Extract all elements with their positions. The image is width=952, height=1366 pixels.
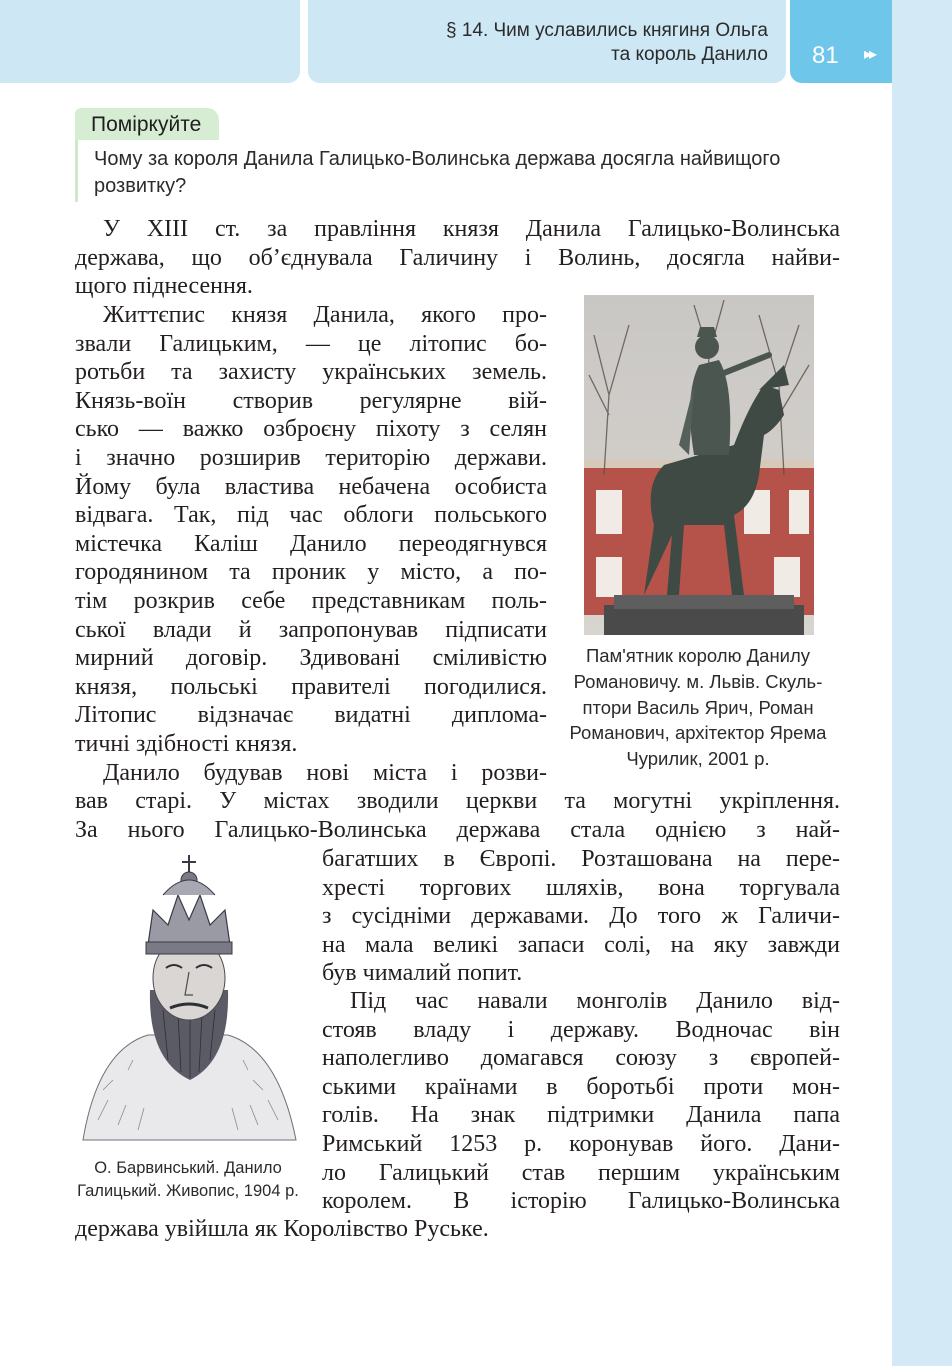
think-label: Поміркуйте: [75, 108, 219, 140]
text-line: Йому була властива небачена особиста: [75, 473, 547, 500]
text-line: У XIII ст. за правління князя Данила Галицько-Волинська: [103, 216, 840, 242]
text-line: тичні здібності князя.: [75, 730, 298, 757]
text-line: хресті торгових шляхів, вона торгувала: [322, 874, 840, 901]
paragraph-3-narrow: [322, 845, 840, 988]
text-line: ротьби та захисту українських земель.: [75, 359, 547, 386]
think-question: Чому за короля Данила Галицько-Волинська держава досягла найвищого розвитку?: [94, 148, 781, 197]
portrait-caption: [70, 1157, 306, 1203]
next-arrows-icon: ▸▸: [864, 46, 875, 63]
monument-photo: [584, 295, 814, 635]
section-title-line-2: та король Данило: [611, 44, 768, 65]
text-line: держава, що об’єднувала Галичину і Волинь, досягла найви-: [75, 244, 840, 271]
text-line: і значно розширив територію держави.: [75, 444, 547, 471]
monument-caption: [566, 643, 830, 772]
paragraph-3-wide: [75, 787, 840, 844]
monument-image: [584, 295, 814, 635]
portrait-image: [78, 850, 300, 1150]
text-line: сько — важко озброєну піхоту з селян: [75, 416, 547, 443]
paragraph-1: [75, 215, 840, 301]
caption-line: Романович, архітектор Ярема: [569, 722, 827, 744]
paragraph-3-start: [75, 759, 547, 788]
text-line: був чималий попит.: [322, 960, 523, 987]
text-line: вав старі. У містах зводили церкви та могутні укріплення.: [75, 788, 840, 814]
text-line: багатших в Європі. Розташована на пере-: [322, 846, 840, 872]
text-line: Князь-воїн створив регулярне вій-: [75, 387, 547, 414]
text-line: За нього Галицько-Волинська держава стала однією з най-: [75, 816, 840, 843]
text-line: Під час навали монголів Данило від-: [350, 988, 840, 1014]
text-line: на мала великі запаси солі, на яку завжди: [322, 931, 840, 958]
text-line: Літопис відзначає видатні диплома-: [75, 702, 547, 729]
text-line: Данило будував нові міста і розви-: [103, 760, 547, 786]
section-title: [446, 19, 768, 67]
paragraph-2: [75, 301, 547, 759]
caption-line: Романовичу. м. Львів. Скуль-: [573, 670, 823, 692]
right-margin-strip: [892, 0, 952, 1366]
text-line: держава увійшла як Королівство Руське.: [75, 1216, 489, 1242]
text-line: містечка Каліш Данило переодягнувся: [75, 530, 547, 557]
text-line: ської влади й запропонував підписати: [75, 616, 547, 643]
text-line: відвага. Так, під час облоги польського: [75, 502, 547, 529]
think-box: [75, 140, 848, 202]
paragraph-4-end: [75, 1215, 840, 1244]
header-left-bar: [0, 0, 300, 83]
text-line: з сусідніми державами. До того ж Галичи-: [322, 903, 840, 930]
text-line: наполегливо домагався союзу з європей-: [322, 1045, 840, 1072]
section-title-line-1: § 14. Чим уславились княгиня Ольга: [445, 20, 768, 41]
page-number: 81: [812, 42, 839, 69]
caption-line: Чурилик, 2001 р.: [626, 748, 770, 770]
page-number-box: [790, 0, 892, 83]
text-line: щого піднесення.: [75, 273, 253, 300]
text-line: ськими країнами в боротьбі проти мон-: [322, 1073, 840, 1100]
text-line: князя, польські правителі погодилися.: [75, 673, 547, 700]
header-title-box: [308, 0, 786, 83]
text-line: Римський 1253 р. коронував його. Дани-: [322, 1130, 840, 1157]
text-line: городянином та проник у місто, а по-: [75, 559, 547, 586]
text-line: мирний договір. Здивовані сміливістю: [75, 645, 547, 672]
caption-line: О. Барвинський. Данило: [94, 1159, 282, 1177]
caption-line: Галицький. Живопис, 1904 р.: [77, 1182, 299, 1200]
text-line: королем. В історію Галицько-Волинська: [322, 1188, 840, 1215]
text-line: тім розкрив себе представникам поль-: [75, 587, 547, 614]
text-line: Життєпис князя Данила, якого про-: [103, 302, 547, 328]
portrait-engraving: [78, 850, 300, 1150]
text-line: стояв владу і державу. Водночас він: [322, 1016, 840, 1043]
text-line: ло Галицький став першим українським: [322, 1159, 840, 1186]
caption-line: Пам'ятник королю Данилу: [585, 645, 811, 666]
paragraph-4: [322, 987, 840, 1216]
text-line: звали Галицьким, — це літопис бо-: [75, 330, 547, 357]
text-line: голів. На знак підтримки Данила папа: [322, 1102, 840, 1129]
caption-line: птори Василь Ярич, Роман: [582, 696, 814, 718]
